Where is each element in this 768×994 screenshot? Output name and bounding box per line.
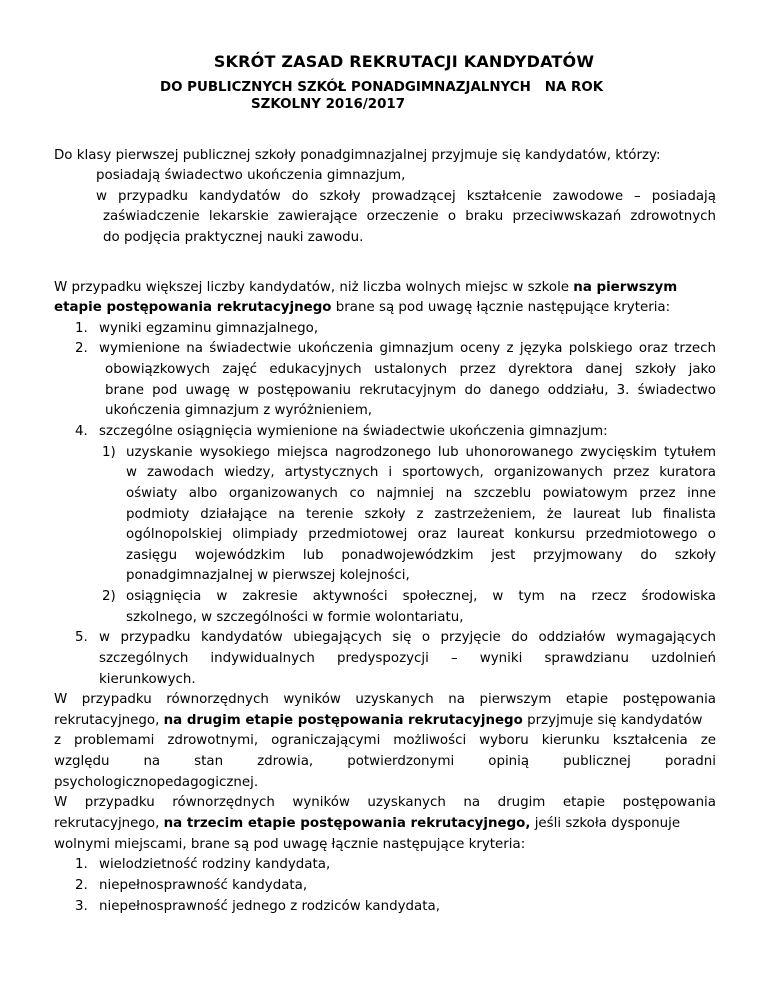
list-number: 1.	[75, 321, 88, 336]
sublist-item-continuation: podmioty działające na terenie szkoły z zastrzeżeniem, że laureat lub finalista	[126, 507, 716, 522]
list-number: 2.	[75, 341, 88, 356]
document-subtitle-line1: DO PUBLICZNYCH SZKÓŁ PONADGIMNAZJALNYCH NA ROK	[160, 80, 604, 95]
bold-text: na trzecim etapie postępowania rekrutacyjnego,	[163, 816, 531, 831]
list-item-continuation: szczególnych indywidualnych predyspozycji – wyniki sprawdzianu uzdolnień	[99, 651, 716, 666]
text: rekrutacyjnego,	[54, 816, 164, 831]
paragraph-third-stage-cont	[54, 816, 680, 831]
sublist-number: 2)	[102, 589, 116, 604]
paragraph-first-stage	[54, 280, 716, 295]
bold-text: etapie postępowania rekrutacyjnego	[54, 300, 332, 315]
sublist-item-continuation: szkolnego, w szczególności w formie wolontariatu,	[126, 610, 464, 625]
bullet-glyph	[76, 189, 90, 204]
list-item-continuation: ukończenia gimnazjum z wyróżnieniem,	[105, 403, 373, 418]
bullet-item-continuation: zaświadczenie lekarskie zawierające orzeczenie o braku przeciwwskazań zdrowotnych	[103, 209, 716, 224]
sublist-number: 1)	[102, 445, 116, 460]
sublist-item-continuation: zasięgu wojewódzkim lub ponadwojewódzkim jest przyjmowany do szkoły	[126, 548, 716, 563]
list-item-continuation: brane pod uwagę w postępowaniu rekrutacyjnym do danego oddziału, 3. świadectwo	[105, 383, 716, 398]
paragraph-second-stage-cont: z problemami zdrowotnymi, ograniczającymi możliwości wyboru kierunku kształcenia ze	[54, 733, 716, 748]
bullet-item: w przypadku kandydatów do szkoły prowadzącej kształcenie zawodowe – posiadają	[96, 189, 716, 204]
list-item-continuation: kierunkowych.	[99, 672, 196, 687]
paragraph-second-stage-cont: psychologicznopedagogicznej.	[54, 775, 259, 790]
list-item: szczególne osiągnięcia wymienione na świadectwie ukończenia gimnazjum:	[99, 424, 608, 439]
bullet-item: posiadają świadectwo ukończenia gimnazjum,	[96, 168, 406, 183]
text: przyjmuje się kandydatów	[522, 713, 703, 728]
text: rekrutacyjnego,	[54, 713, 164, 728]
paragraph-second-stage-cont	[54, 713, 702, 728]
list-item: niepełnosprawność kandydata,	[99, 878, 308, 893]
list-item: wymienione na świadectwie ukończenia gimnazjum oceny z języka polskiego oraz trzech	[99, 341, 716, 356]
list-item-continuation: obowiązkowych zajęć edukacyjnych ustalonych przez dyrektora danej szkoły jako	[105, 362, 716, 377]
sublist-item-continuation: w zawodach wiedzy, artystycznych i sportowych, organizowanych przez kuratora	[126, 465, 716, 480]
paragraph-first-stage-cont	[54, 300, 670, 315]
bullet-glyph	[76, 168, 90, 183]
list-number: 1.	[75, 857, 88, 872]
list-number: 3.	[75, 899, 88, 914]
paragraph-second-stage-cont: względu na stan zdrowia, potwierdzonymi opinią publicznej poradni	[54, 754, 716, 769]
paragraph-second-stage: W przypadku równorzędnych wyników uzyskanych na pierwszym etapie postępowania	[54, 692, 716, 707]
bold-text: na pierwszym	[573, 280, 678, 295]
text: W przypadku większej liczby kandydatów, niż liczba wolnych miejsc w szkole	[54, 280, 574, 295]
list-item: niepełnosprawność jednego z rodziców kandydata,	[99, 899, 440, 914]
list-item: wielodzietność rodziny kandydata,	[99, 857, 331, 872]
list-number: 2.	[75, 878, 88, 893]
intro-paragraph: Do klasy pierwszej publicznej szkoły ponadgimnazjalnej przyjmuje się kandydatów, którzy:	[54, 148, 661, 163]
bullet-item-continuation: do podjęcia praktycznej nauki zawodu.	[103, 230, 364, 245]
sublist-item: uzyskanie wysokiego miejsca nagrodzonego lub uhonorowanego zwycięskim tytułem	[126, 445, 716, 460]
list-number: 4.	[75, 424, 88, 439]
sublist-item: osiągnięcia w zakresie aktywności społecznej, w tym na rzecz środowiska	[126, 589, 716, 604]
list-item: w przypadku kandydatów ubiegających się o przyjęcie do oddziałów wymagających	[99, 630, 716, 645]
sublist-item-continuation: ponadgimnazjalnej w pierwszej kolejności,	[126, 568, 410, 583]
list-number: 5.	[75, 630, 88, 645]
document-subtitle-line2: SZKOLNY 2016/2017	[251, 97, 406, 112]
sublist-item-continuation: oświaty albo organizowanych co najmniej na szczeblu powiatowym przez inne	[126, 486, 716, 501]
sublist-item-continuation: ogólnopolskiej olimpiady przedmiotowej oraz laureat konkursu przedmiotowego o	[126, 527, 716, 542]
list-item: wyniki egzaminu gimnazjalnego,	[99, 321, 319, 336]
text: brane są pod uwagę łącznie następujące kryteria:	[331, 300, 671, 315]
text: jeśli szkoła dysponuje	[530, 816, 681, 831]
paragraph-third-stage: W przypadku równorzędnych wyników uzyskanych na drugim etapie postępowania	[54, 795, 716, 810]
bold-text: na drugim etapie postępowania rekrutacyjnego	[163, 713, 523, 728]
document-title: SKRÓT ZASAD REKRUTACJI KANDYDATÓW	[213, 52, 595, 71]
paragraph-third-stage-cont: wolnymi miejscami, brane są pod uwagę łącznie następujące kryteria:	[54, 837, 526, 852]
